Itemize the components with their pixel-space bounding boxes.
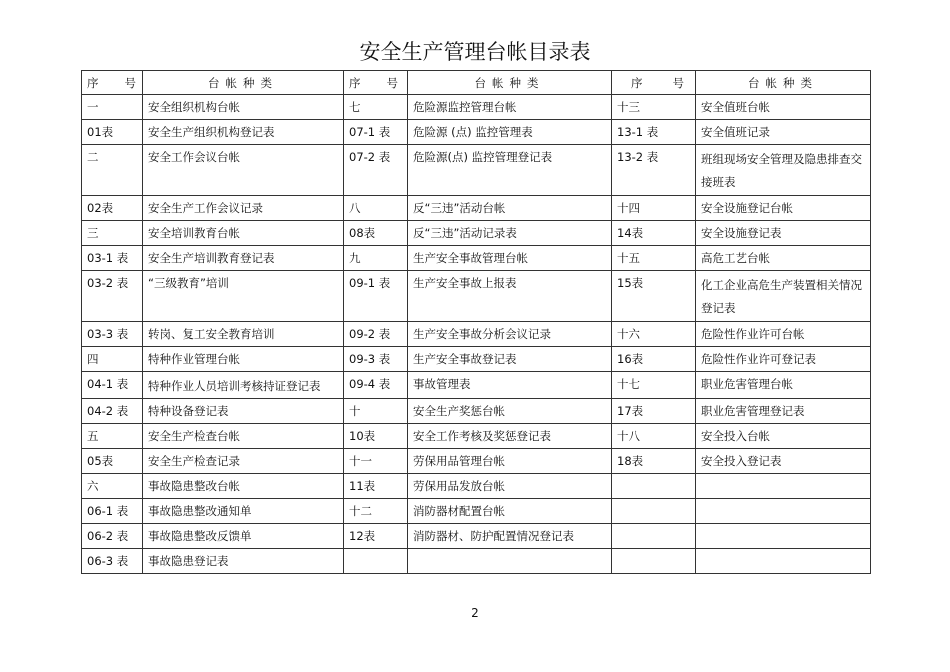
page-title: 安全生产管理台帐目录表 [359, 40, 591, 64]
ledger-seq-cell: 十六 [612, 322, 696, 347]
ledger-seq-cell: 一 [82, 95, 143, 120]
ledger-name-cell: 班组现场安全管理及隐患排查交接班表 [696, 145, 871, 196]
ledger-name-cell: 安全生产奖惩台帐 [408, 399, 612, 424]
ledger-name-cell: 危险性作业许可登记表 [696, 347, 871, 372]
ledger-seq-cell: 八 [344, 196, 408, 221]
ledger-seq-cell [612, 499, 696, 524]
ledger-name-cell: 生产安全事故上报表 [408, 271, 612, 322]
ledger-name-cell [696, 499, 871, 524]
page-number: 2 [471, 606, 479, 620]
ledger-seq-cell: 05表 [82, 449, 143, 474]
ledger-name-cell [696, 474, 871, 499]
table-row [82, 271, 871, 322]
table-row [82, 474, 871, 499]
ledger-name-cell: 职业危害管理台帐 [696, 372, 871, 399]
ledger-seq-cell: 03-3 表 [82, 322, 143, 347]
ledger-seq-cell [612, 524, 696, 549]
ledger-name-cell: 安全设施登记台帐 [696, 196, 871, 221]
ledger-name-cell: 化工企业高危生产装置相关情况登记表 [696, 271, 871, 322]
ledger-name-cell: 特种作业管理台帐 [143, 347, 344, 372]
ledger-seq-cell: 03-2 表 [82, 271, 143, 322]
ledger-name-cell: 事故隐患整改反馈单 [143, 524, 344, 549]
ledger-name-cell: 生产安全事故管理台帐 [408, 246, 612, 271]
ledger-seq-cell: 17表 [612, 399, 696, 424]
ledger-name-cell: 消防器材、防护配置情况登记表 [408, 524, 612, 549]
ledger-name-cell: 特种作业人员培训考核持证登记表 [143, 372, 344, 399]
ledger-name-cell: 劳保用品管理台帐 [408, 449, 612, 474]
ledger-name-cell: 职业危害管理登记表 [696, 399, 871, 424]
ledger-name-cell: 危险源 (点) 监控管理表 [408, 120, 612, 145]
ledger-seq-cell: 06-3 表 [82, 549, 143, 574]
ledger-seq-cell: 十七 [612, 372, 696, 399]
ledger-name-cell: 反“三违”活动记录表 [408, 221, 612, 246]
ledger-name-cell: 事故隐患登记表 [143, 549, 344, 574]
ledger-name-cell: 安全设施登记表 [696, 221, 871, 246]
ledger-name-cell: 安全生产培训教育登记表 [143, 246, 344, 271]
table-row [82, 145, 871, 196]
ledger-seq-cell: 04-1 表 [82, 372, 143, 399]
table-row [82, 549, 871, 574]
ledger-seq-cell [344, 549, 408, 574]
ledger-name-cell: 特种设备登记表 [143, 399, 344, 424]
table-row [82, 424, 871, 449]
ledger-seq-cell: 03-1 表 [82, 246, 143, 271]
table-row [82, 499, 871, 524]
table-row [82, 399, 871, 424]
ledger-name-cell: 安全组织机构台帐 [143, 95, 344, 120]
ledger-seq-cell: 16表 [612, 347, 696, 372]
ledger-seq-cell: 11表 [344, 474, 408, 499]
ledger-name-cell: “三级教育”培训 [143, 271, 344, 322]
ledger-name-cell: 安全生产检查记录 [143, 449, 344, 474]
ledger-name-cell: 安全工作考核及奖惩登记表 [408, 424, 612, 449]
ledger-name-cell: 安全投入登记表 [696, 449, 871, 474]
ledger-seq-cell: 四 [82, 347, 143, 372]
ledger-seq-cell: 06-1 表 [82, 499, 143, 524]
header-type-1: 台帐种类 [143, 71, 344, 95]
ledger-seq-cell: 五 [82, 424, 143, 449]
ledger-name-cell: 危险源(点) 监控管理登记表 [408, 145, 612, 196]
table-row [82, 221, 871, 246]
ledger-catalog-table [81, 70, 871, 574]
ledger-name-cell: 生产安全事故登记表 [408, 347, 612, 372]
ledger-table-body [82, 71, 871, 574]
ledger-seq-cell: 三 [82, 221, 143, 246]
ledger-seq-cell: 09-2 表 [344, 322, 408, 347]
ledger-seq-cell: 十二 [344, 499, 408, 524]
ledger-seq-cell: 13-2 表 [612, 145, 696, 196]
ledger-name-cell: 安全生产组织机构登记表 [143, 120, 344, 145]
ledger-seq-cell: 十四 [612, 196, 696, 221]
ledger-name-cell: 安全工作会议台帐 [143, 145, 344, 196]
ledger-name-cell: 安全投入台帐 [696, 424, 871, 449]
ledger-seq-cell: 14表 [612, 221, 696, 246]
ledger-name-cell: 事故隐患整改通知单 [143, 499, 344, 524]
ledger-seq-cell: 六 [82, 474, 143, 499]
ledger-seq-cell: 七 [344, 95, 408, 120]
table-row [82, 524, 871, 549]
ledger-name-cell [696, 549, 871, 574]
ledger-name-cell: 劳保用品发放台帐 [408, 474, 612, 499]
ledger-name-cell: 事故管理表 [408, 372, 612, 399]
ledger-seq-cell [612, 549, 696, 574]
ledger-name-cell: 安全值班记录 [696, 120, 871, 145]
ledger-seq-cell: 十三 [612, 95, 696, 120]
ledger-seq-cell: 07-1 表 [344, 120, 408, 145]
ledger-seq-cell: 十八 [612, 424, 696, 449]
ledger-seq-cell: 01表 [82, 120, 143, 145]
ledger-name-cell: 安全培训教育台帐 [143, 221, 344, 246]
ledger-seq-cell: 06-2 表 [82, 524, 143, 549]
table-row [82, 246, 871, 271]
table-row [82, 196, 871, 221]
ledger-seq-cell: 十 [344, 399, 408, 424]
ledger-seq-cell: 15表 [612, 271, 696, 322]
ledger-seq-cell [612, 474, 696, 499]
ledger-seq-cell: 10表 [344, 424, 408, 449]
ledger-seq-cell: 12表 [344, 524, 408, 549]
ledger-name-cell: 事故隐患整改台帐 [143, 474, 344, 499]
ledger-seq-cell: 09-1 表 [344, 271, 408, 322]
ledger-name-cell: 高危工艺台帐 [696, 246, 871, 271]
ledger-name-cell: 生产安全事故分析会议记录 [408, 322, 612, 347]
ledger-seq-cell: 08表 [344, 221, 408, 246]
table-row [82, 120, 871, 145]
table-header-row [82, 71, 871, 95]
ledger-seq-cell: 04-2 表 [82, 399, 143, 424]
ledger-seq-cell: 十一 [344, 449, 408, 474]
ledger-name-cell: 反“三违”活动台帐 [408, 196, 612, 221]
header-type-3: 台帐种类 [696, 71, 871, 95]
ledger-seq-cell: 09-4 表 [344, 372, 408, 399]
header-type-2: 台帐种类 [408, 71, 612, 95]
ledger-name-cell: 安全生产检查台帐 [143, 424, 344, 449]
ledger-seq-cell: 二 [82, 145, 143, 196]
ledger-name-cell: 转岗、复工安全教育培训 [143, 322, 344, 347]
ledger-name-cell: 安全值班台帐 [696, 95, 871, 120]
ledger-name-cell [408, 549, 612, 574]
ledger-name-cell: 消防器材配置台帐 [408, 499, 612, 524]
ledger-seq-cell: 18表 [612, 449, 696, 474]
ledger-seq-cell: 九 [344, 246, 408, 271]
header-seq-2: 序 号 [344, 71, 408, 95]
header-seq-3: 序 号 [612, 71, 696, 95]
table-row [82, 95, 871, 120]
table-row [82, 347, 871, 372]
ledger-seq-cell: 09-3 表 [344, 347, 408, 372]
table-row [82, 322, 871, 347]
ledger-seq-cell: 07-2 表 [344, 145, 408, 196]
ledger-seq-cell: 13-1 表 [612, 120, 696, 145]
ledger-name-cell: 危险源监控管理台帐 [408, 95, 612, 120]
ledger-name-cell: 危险性作业许可台帐 [696, 322, 871, 347]
ledger-seq-cell: 02表 [82, 196, 143, 221]
header-seq-1: 序 号 [82, 71, 143, 95]
ledger-name-cell: 安全生产工作会议记录 [143, 196, 344, 221]
table-row [82, 449, 871, 474]
ledger-seq-cell: 十五 [612, 246, 696, 271]
ledger-name-cell [696, 524, 871, 549]
table-row [82, 372, 871, 399]
